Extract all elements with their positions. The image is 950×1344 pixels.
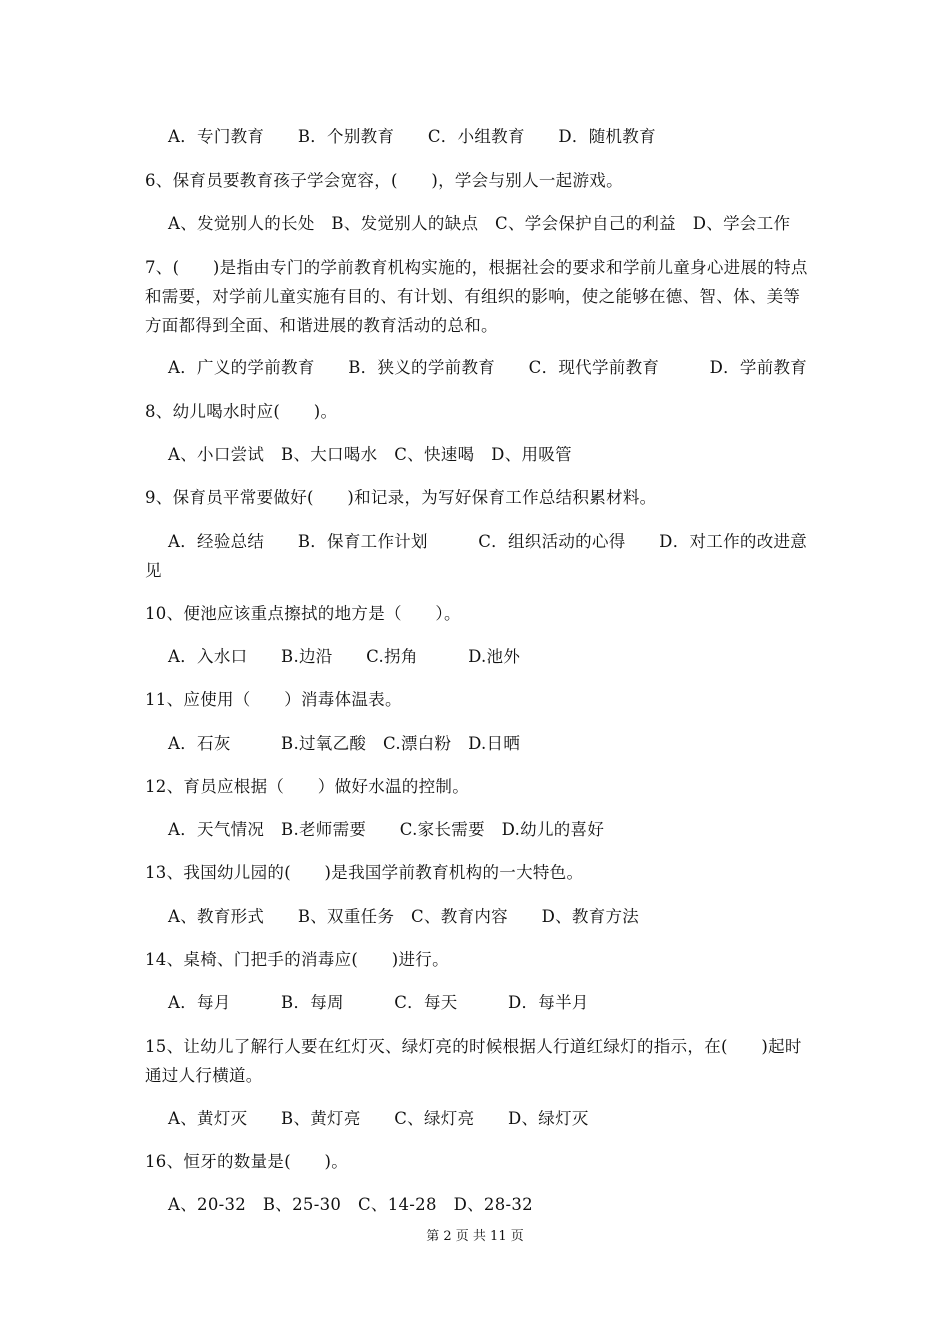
- q15-options: A、黄灯灭 B、黄灯亮 C、绿灯亮 D、绿灯灭: [168, 1109, 589, 1128]
- q16-options: A、20-32 B、25-30 C、14-28 D、28-32: [168, 1195, 533, 1214]
- q11-options: A．石灰 B.过氧乙酸 C.漂白粉 D.日晒: [168, 734, 521, 753]
- q15-question-cont: 通过人行横道。: [145, 1066, 263, 1085]
- q6-question: 6、保育员要教育孩子学会宽容，( )，学会与别人一起游戏。: [145, 171, 623, 190]
- q6-options: A、发觉别人的长处 B、发觉别人的缺点 C、学会保护自己的利益 D、学会工作: [168, 214, 791, 233]
- q11-question: 11、应使用（ ）消毒体温表。: [145, 690, 402, 709]
- q7-question: 7、( )是指由专门的学前教育机构实施的，根据社会的要求和学前儿童身心进展的特点: [145, 258, 808, 277]
- q7-question-cont: 和需要，对学前儿童实施有目的、有计划、有组织的影响，使之能够在德、智、体、美等: [145, 287, 801, 306]
- q5-options: A．专门教育 B．个别教育 C．小组教育 D．随机教育: [168, 127, 656, 146]
- page-number-footer: 第 2 页 共 11 页: [426, 1229, 524, 1244]
- q14-question: 14、桌椅、门把手的消毒应( )进行。: [145, 950, 449, 969]
- q10-question: 10、便池应该重点擦拭的地方是（ ）。: [145, 604, 461, 623]
- q9-options-cont: 见: [145, 561, 162, 580]
- q7-question-cont: 方面都得到全面、和谐进展的教育活动的总和。: [145, 316, 498, 335]
- q12-question: 12、育员应根据（ ）做好水温的控制。: [145, 777, 469, 796]
- q15-question: 15、让幼儿了解行人要在红灯灭、绿灯亮的时候根据人行道红绿灯的指示，在( )起时: [145, 1037, 802, 1056]
- q10-options: A．入水口 B.边沿 C.拐角 D.池外: [168, 647, 521, 666]
- q13-question: 13、我国幼儿园的( )是我国学前教育机构的一大特色。: [145, 863, 584, 882]
- q8-options: A、小口尝试 B、大口喝水 C、快速喝 D、用吸管: [168, 445, 572, 464]
- q9-question: 9、保育员平常要做好( )和记录，为写好保育工作总结积累材料。: [145, 488, 657, 507]
- q13-options: A、教育形式 B、双重任务 C、教育内容 D、教育方法: [168, 907, 640, 926]
- q12-options: A．天气情况 B.老师需要 C.家长需要 D.幼儿的喜好: [168, 820, 605, 839]
- q7-options: A．广义的学前教育 B．狭义的学前教育 C．现代学前教育 D．学前教育: [168, 358, 808, 377]
- q16-question: 16、恒牙的数量是( )。: [145, 1152, 349, 1171]
- q8-question: 8、幼儿喝水时应( )。: [145, 402, 338, 421]
- q9-options: A．经验总结 B．保育工作计划 C．组织活动的心得 D．对工作的改进意: [168, 532, 808, 551]
- q14-options: A．每月 B．每周 C．每天 D．每半月: [168, 993, 589, 1012]
